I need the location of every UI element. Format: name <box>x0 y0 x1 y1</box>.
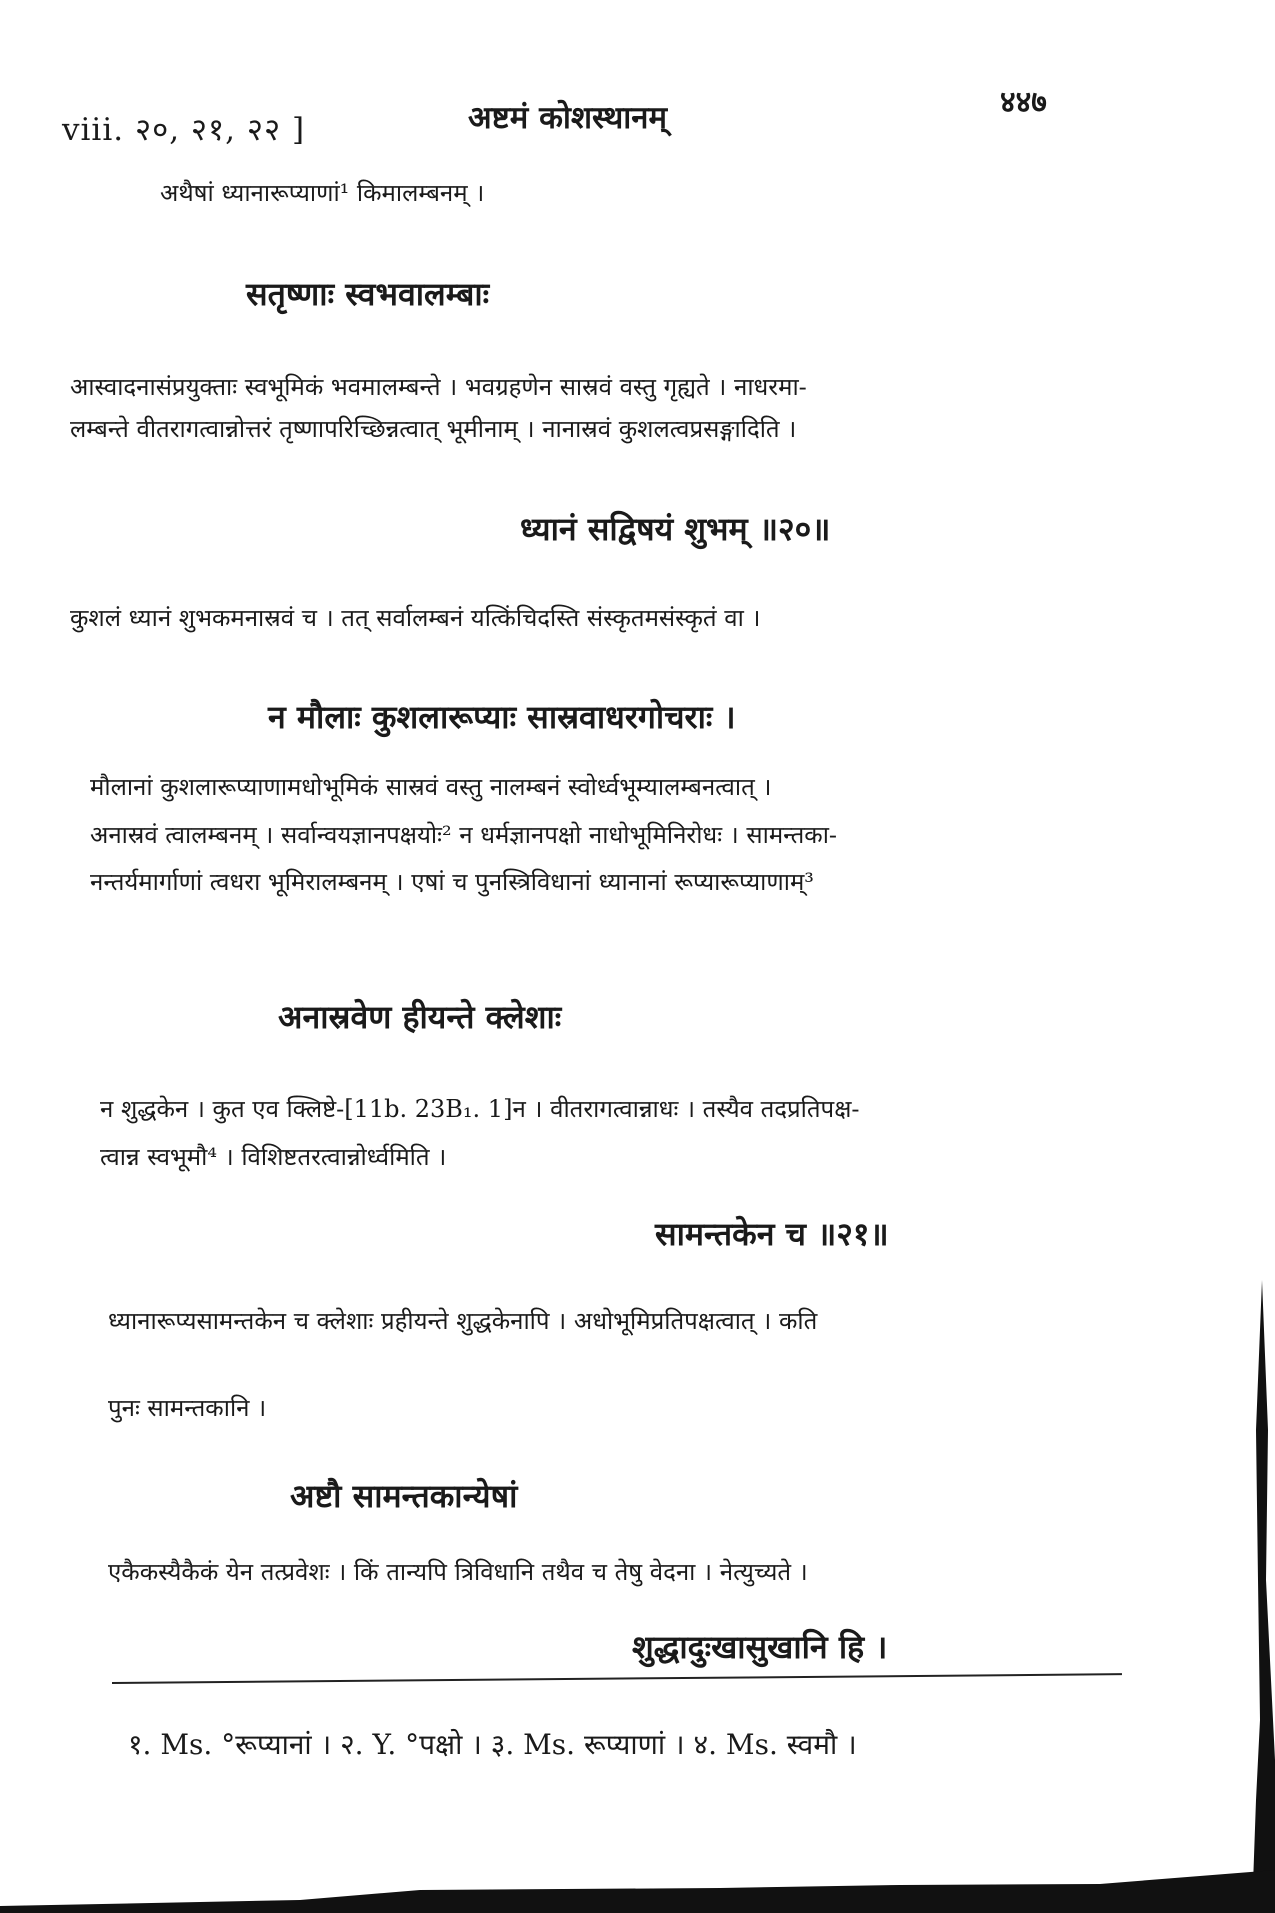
commentary-line: पुनः सामन्तकानि । <box>108 1394 267 1422</box>
scan-edge-shadow <box>1222 1280 1275 1913</box>
commentary-line: मौलानां कुशलारूप्याणामधोभूमिकं सास्रवं वस्तु नालम्बनं स्वोर्ध्वभूम्यालम्बनत्वात् । <box>90 773 772 801</box>
footnotes: १. Ms. °रूप्यानां । २. Y. °पक्षो । ३. Ms. रूप्याणां । ४. Ms. स्वमौ । <box>128 1728 857 1761</box>
running-title: अष्टमं कोशस्थानम् <box>468 100 668 136</box>
commentary-line: त्वान्न स्वभूमौ⁴ । विशिष्टतरत्वान्नोर्ध्वमिति । <box>100 1143 447 1171</box>
karika-verse: शुद्धादुःखासुखानि हि । <box>632 1628 888 1666</box>
page-number: ४४७ <box>1000 85 1047 120</box>
commentary-line: लम्बन्ते वीतरागत्वान्नोत्तरं तृष्णापरिच्छिन्नत्वात् भूमीनाम् । नानास्रवं कुशलत्वप्रसङ्गादिति । <box>70 415 797 443</box>
karika-verse: अनास्रवेण हीयन्ते क्लेशाः <box>278 998 562 1036</box>
commentary-line: अनास्रवं त्वालम्बनम् । सर्वान्वयज्ञानपक्षयोः² न धर्मज्ञानपक्षो नाधोभूमिनिरोधः । सामन्तका- <box>90 821 838 849</box>
karika-verse: सतृष्णाः स्वभवालम्बाः <box>246 275 490 313</box>
intro-line: अथैषां ध्यानारूप्याणां¹ किमालम्बनम् । <box>160 179 485 207</box>
commentary-line: आस्वादनासंप्रयुक्ताः स्वभूमिकं भवमालम्बन्ते । भवग्रहणेन सास्रवं वस्तु गृह्यते । नाधरमा- <box>70 373 807 401</box>
karika-verse: न मौलाः कुशलारूप्याः सास्रवाधरगोचराः । <box>268 698 736 736</box>
commentary-line: ध्यानारूप्यसामन्तकेन च क्लेशाः प्रहीयन्ते शुद्धकेनापि । अधोभूमिप्रतिपक्षत्वात् । कति <box>108 1307 818 1335</box>
karika-verse: सामन्तकेन च ॥२१॥ <box>655 1215 889 1253</box>
karika-verse: अष्टौ सामन्तकान्येषां <box>290 1477 518 1515</box>
karika-verse: ध्यानं सद्विषयं शुभम् ॥२०॥ <box>520 510 831 548</box>
scan-bottom-shadow <box>0 1840 1275 1913</box>
commentary-line: कुशलं ध्यानं शुभकमनास्रवं च । तत् सर्वालम्बनं यत्किंचिदस्ति संस्कृतमसंस्कृतं वा । <box>70 604 761 632</box>
commentary-line: एकैकस्यैकैकं येन तत्प्रवेशः । किं तान्यपि त्रिविधानि तथैव च तेषु वेदना । नेत्युच्यते । <box>108 1558 808 1586</box>
section-reference: viii. २०, २१, २२ ] <box>62 112 306 148</box>
commentary-line: नन्तर्यमार्गाणां त्वधरा भूमिरालम्बनम् । एषां च पुनस्त्रिविधानां ध्यानानां रूप्यारूप्याणाम्³ <box>90 868 814 896</box>
footnote-divider <box>112 1673 1122 1684</box>
commentary-line: न शुद्धकेन । कुत एव क्लिष्टे-[11b. 23B₁. 1]न । वीतरागत्वान्नाधः । तस्यैव तदप्रतिपक्ष- <box>100 1095 860 1123</box>
